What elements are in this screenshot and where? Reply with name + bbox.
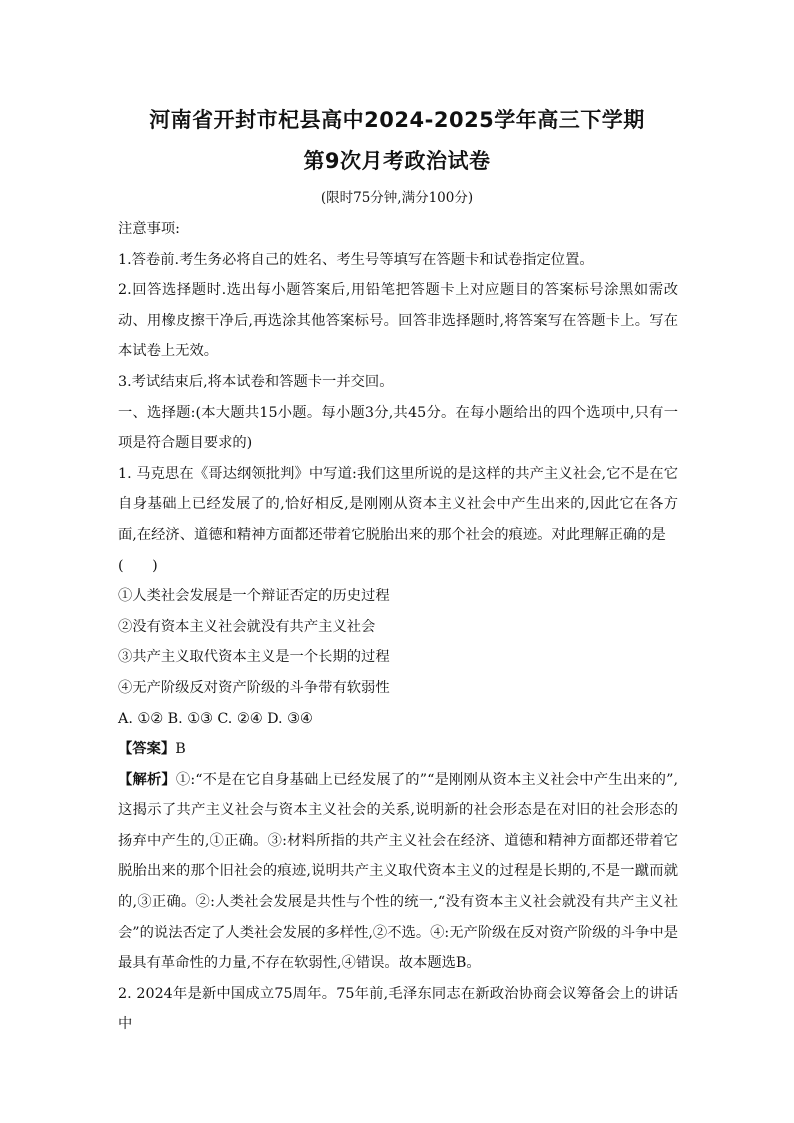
- notes-item-3: 3.考试结束后,将本试卷和答题卡一并交回。: [118, 373, 394, 390]
- exam-title-line2: 第9次月考政治试卷: [303, 149, 491, 173]
- notes-item-2: 2.回答选择题时.选出每小题答案后,用铅笔把答题卡上对应题目的答案标号涂黑如需改动、用橡皮擦干净后,再选涂其他答案标号。回答非选择题时,将答案写在答题卡上。写在本试卷上无效。: [118, 282, 678, 360]
- question-1-blank: ( ): [118, 557, 158, 574]
- exam-title-line1: 河南省开封市杞县高中2024-2025学年高三下学期: [149, 108, 645, 132]
- question-1-option-1: ①人类社会发展是一个辩证否定的历史过程: [118, 588, 390, 605]
- question-1-answer: [118, 734, 678, 765]
- question-2-stem: 2. 2024年是新中国成立75周年。75年前,毛泽东同志在新政治协商会议筹备会上的讲话中: [118, 985, 678, 1033]
- analysis-label: 【解析】: [118, 771, 176, 788]
- question-1-option-2: ②没有资本主义社会就没有共产主义社会: [118, 618, 376, 635]
- answer-value: B: [175, 741, 186, 758]
- notes-heading: 注意事项:: [118, 221, 181, 237]
- time-and-score-note: (限时75分钟,满分100分): [320, 190, 474, 206]
- question-1-option-3: ③共产主义取代资本主义是一个长期的过程: [118, 649, 390, 666]
- question-1-analysis: [118, 765, 678, 979]
- analysis-text: ①:“不是在它自身基础上已经发展了的”“是刚刚从资本主义社会中产生出来的”,这揭示了共产主义社会与资本主义社会的关系,说明新的社会形态是在对旧的社会形态的扬弃中产生的,①正确。③:材料所指的共产主义社会在经济、道德和精神方面都还带着它脱胎出来的那个旧社会的痕迹,说明共产主义取代资本主义的过程是长期的,不是一蹴而就的,③正确。②:人类社会发展是共性与个性的统一,“没有资本主义社会就没有共产主义社会”的说法否定了人类社会发展的多样性,②不选。④:无产阶级在反对资产阶级的斗争中是最具有革命性的力量,不存在软弱性,④错误。故本题选B。: [118, 771, 678, 972]
- question-1-choices: A. ①② B. ①③ C. ②④ D. ③④: [118, 710, 313, 727]
- exam-body: [118, 214, 678, 1040]
- question-1-stem: 1. 马克思在《哥达纲领批判》中写道:我们这里所说的是这样的共产主义社会,它不是在它自身基础上已经发展了的,恰好相反,是刚刚从资本主义社会中产生出来的,因此它在各方面,在经济、道德和精神方面都还带着它脱胎出来的那个社会的痕迹。对此理解正确的是: [118, 465, 678, 543]
- section-heading: 一、选择题:(本大题共15小题。每小题3分,共45分。在每小题给出的四个选项中,只有一项是符合题目要求的): [118, 404, 678, 452]
- question-1-option-4: ④无产阶级反对资产阶级的斗争带有软弱性: [118, 679, 390, 696]
- notes-item-1: 1.答卷前.考生务必将自己的姓名、考生号等填写在答题卡和试卷指定位置。: [118, 251, 594, 268]
- answer-label: 【答案】: [118, 741, 176, 758]
